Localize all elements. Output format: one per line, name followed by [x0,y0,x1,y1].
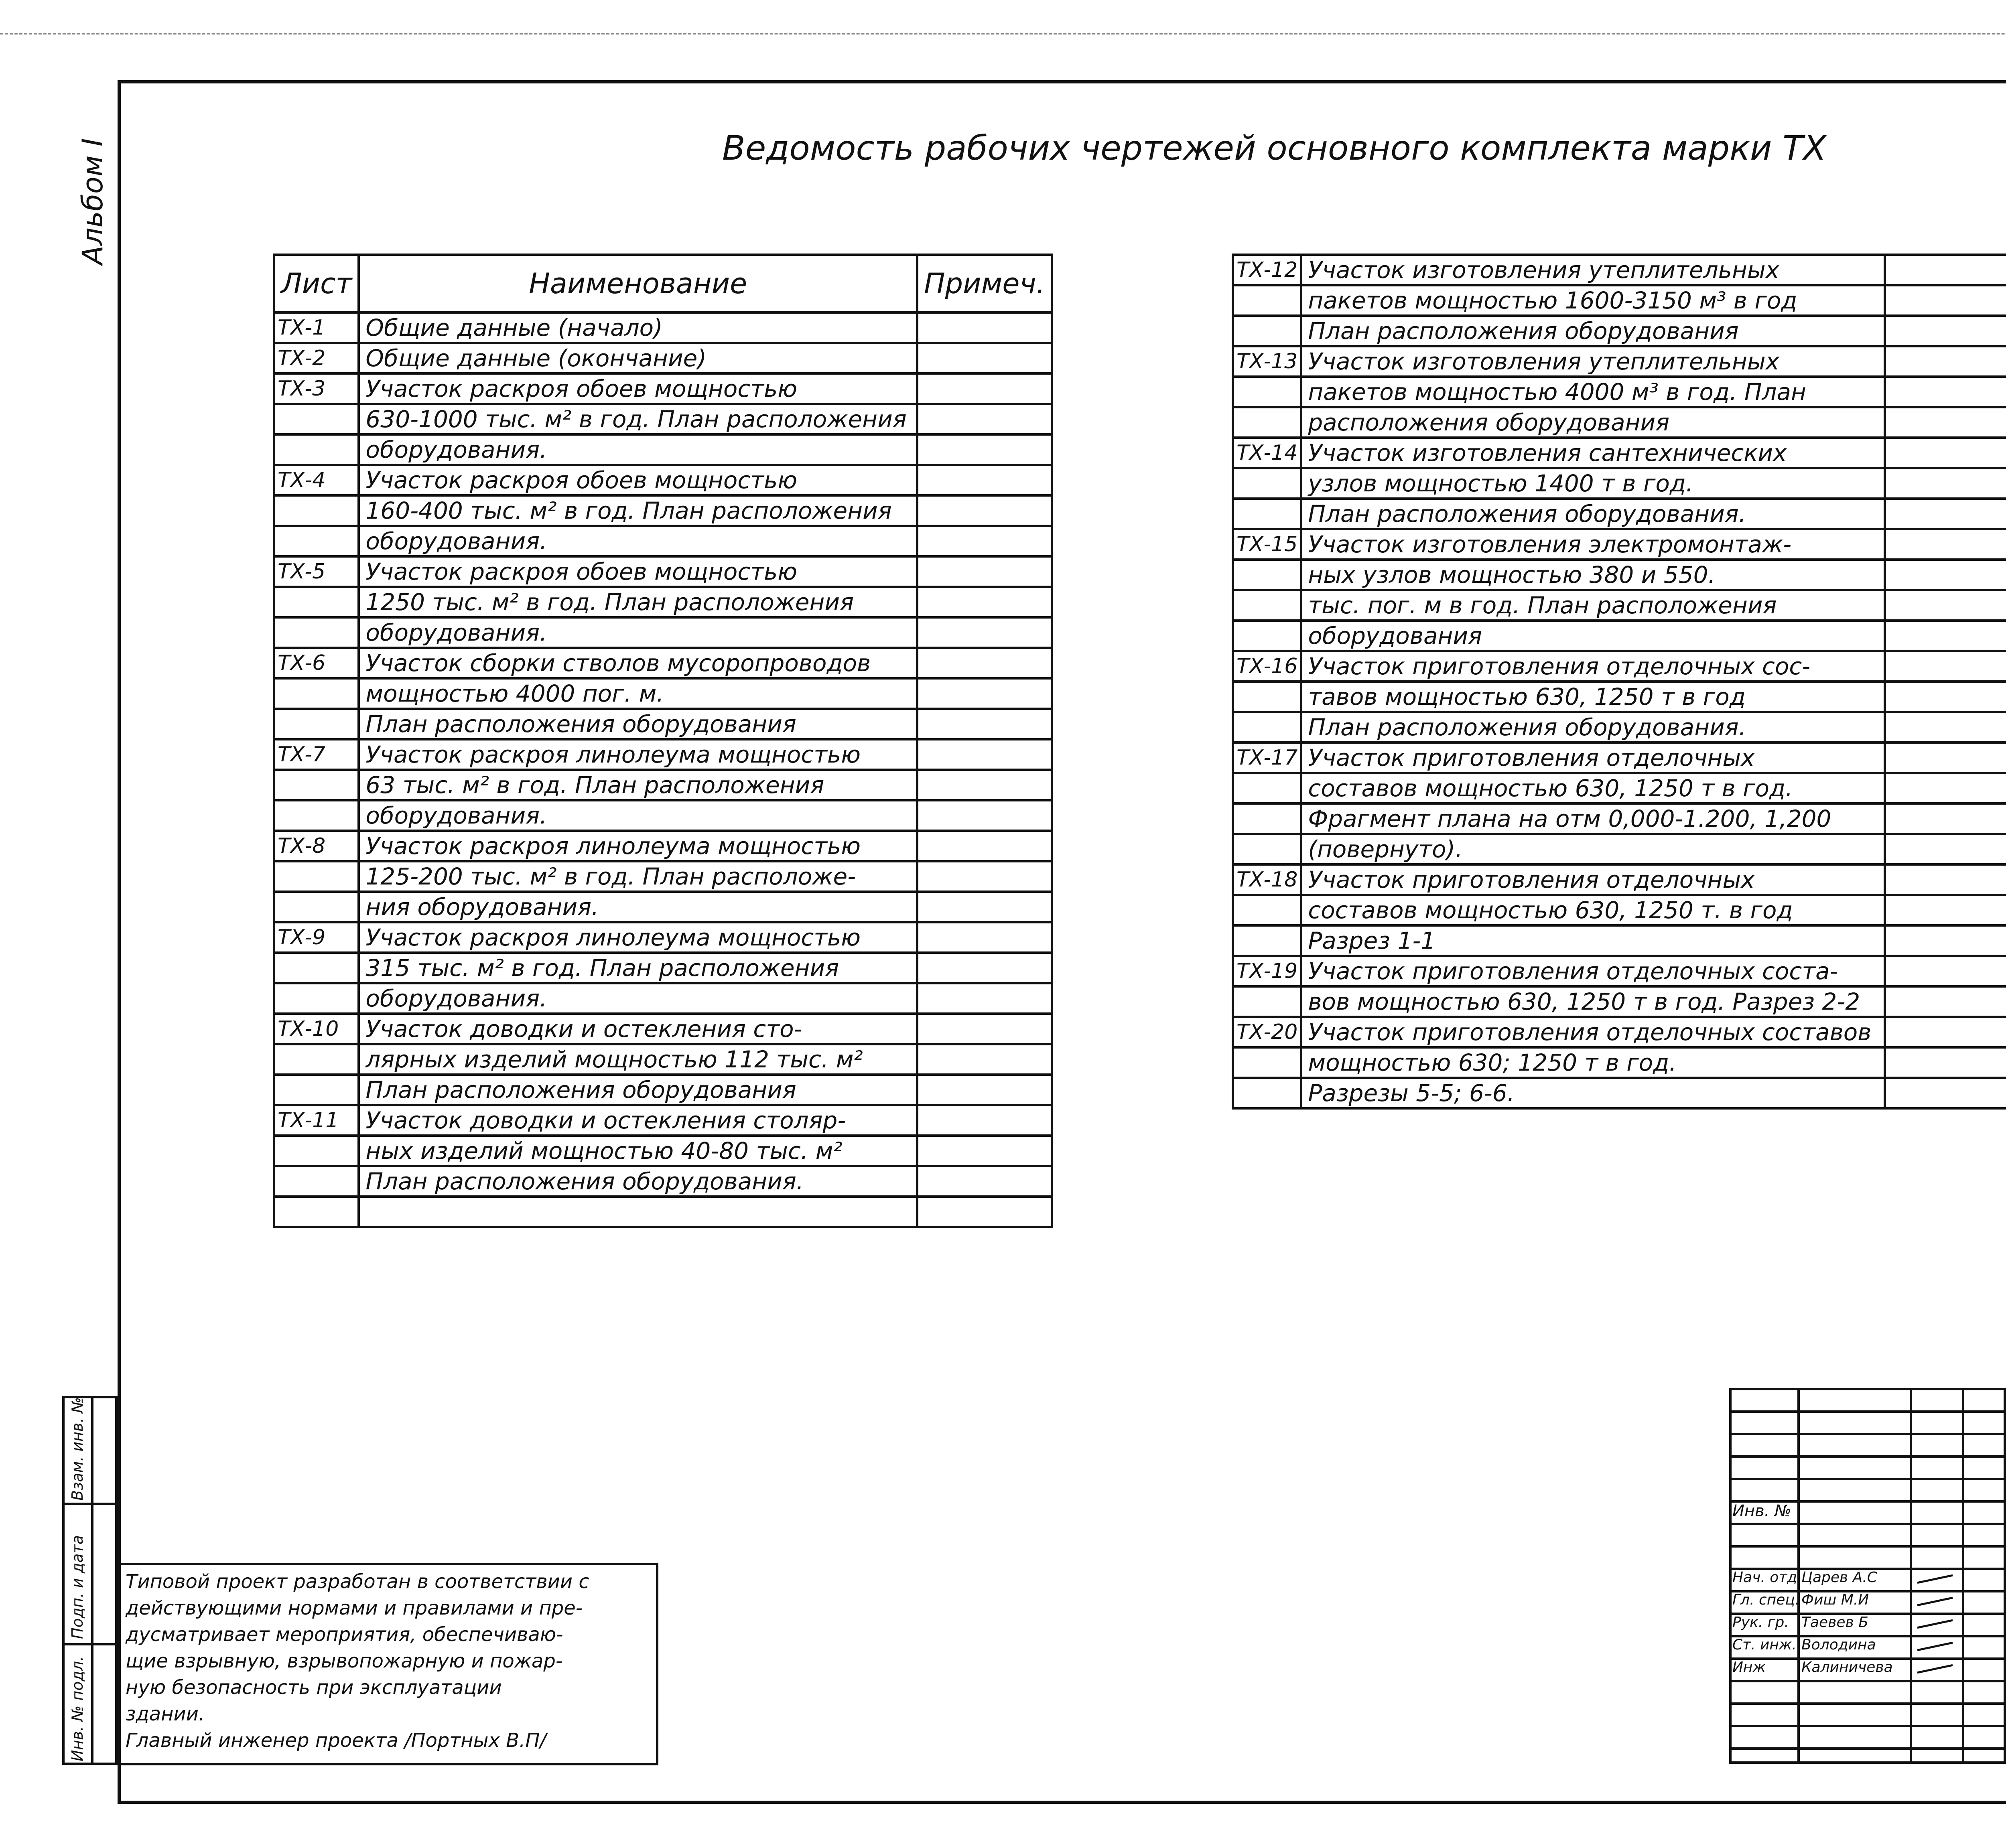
sheet-code [274,678,359,709]
sheet-code [1233,1047,1301,1078]
sheet-code [274,709,359,739]
sheet-code: ТХ-3 [274,373,359,404]
table-row [274,770,1052,800]
sheet-code: ТХ-18 [1233,864,1301,895]
stamp-person: Царев А.С [1801,1569,1877,1586]
table-row [274,953,1052,983]
table-row [274,556,1052,587]
stamp-divider [1729,1478,2006,1480]
stamp-divider [1729,1455,2006,1458]
sheet-code: ТХ-1 [274,312,359,343]
sheet-title: лярных изделий мощностью 112 тыс. м² [359,1044,917,1075]
table-row [274,1136,1052,1166]
stamp-divider [1729,1725,2006,1727]
sheet-title: Участок изготовления утеплительных [1301,255,1885,285]
sheet-name-box [2004,1628,2006,1764]
sheet-title: План расположения оборудования. [359,1166,917,1197]
sheet-title: Участок раскроя обоев мощностью [359,465,917,495]
table-row [274,465,1052,495]
sheet-code [1233,773,1301,803]
sheet-title: Участок раскроя обоев мощностью [359,373,917,404]
drawing-list-right [1232,254,2006,1110]
table-row [274,312,1052,343]
sheet-note [1885,407,2006,438]
sheet-note [1885,986,2006,1017]
stamp-divider [1729,1410,2006,1413]
sheet-note [1885,1017,2006,1047]
sheet-code [1233,316,1301,346]
note-line: здании. [126,1703,205,1725]
sheet-title: План расположения оборудования. [1301,499,1885,529]
sheet-code [274,1075,359,1105]
sheet-title: пакетов мощностью 1600-3150 м³ в год [1301,285,1885,316]
sheet-code: ТХ-9 [274,922,359,953]
general-note [118,1563,658,1765]
table-row [274,648,1052,678]
sheet-note [917,892,1052,922]
table-row [1233,956,2006,986]
sheet-title: оборудования. [359,526,917,556]
table-row [274,1197,1052,1227]
project-title-box [2004,1578,2006,1630]
table-row [274,739,1052,770]
table-row [274,892,1052,922]
sheet-note [1885,1078,2006,1108]
table-header-row [274,255,1052,312]
sheet-code [274,434,359,465]
sheet-title: Участок изготовления сантехнических [1301,438,1885,468]
sheet-title: оборудования. [359,617,917,648]
sheet-note [917,1197,1052,1227]
table-row [274,861,1052,892]
table-row [1233,925,2006,956]
sheet-code [274,861,359,892]
stamp-divider [65,1643,115,1645]
header-sheet: Лист [274,255,359,312]
table-row [274,1044,1052,1075]
sheet-note [1885,651,2006,682]
sheet-code: ТХ-19 [1233,956,1301,986]
sheet-code [1233,834,1301,864]
sheet-title: Участок приготовления отделочных [1301,864,1885,895]
sheet-title: мощностью 4000 пог. м. [359,678,917,709]
sheet-code: ТХ-4 [274,465,359,495]
sheet-note [1885,346,2006,377]
sheet-title: Фрагмент плана на отм 0,000-1.200, 1,200 [1301,803,1885,834]
sheet-note [1885,499,2006,529]
stamp-divider [1729,1523,2006,1525]
sheet-note [1885,285,2006,316]
sheet-title: План расположения оборудования [359,1075,917,1105]
table-row [1233,621,2006,651]
sheet-code [1233,712,1301,742]
sheet-title: узлов мощностью 1400 т в год. [1301,468,1885,499]
sheet-note [917,922,1052,953]
sheet-note [917,648,1052,678]
sheet-note [1885,773,2006,803]
table-row [1233,590,2006,621]
sheet-title [359,1197,917,1227]
sheet-note [917,404,1052,434]
sheet-title: Участок приготовления отделочных сос- [1301,651,1885,682]
table-row [1233,468,2006,499]
sheet-code: ТХ-5 [274,556,359,587]
sheet-note [1885,255,2006,285]
sheet-title: Участок раскроя линолеума мощностью [359,739,917,770]
sheet-code [274,953,359,983]
sheet-title: составов мощностью 630, 1250 т. в год [1301,895,1885,925]
table-row [1233,864,2006,895]
sheet-code [274,800,359,831]
sheet-title: 125-200 тыс. м² в год. План расположе- [359,861,917,892]
sheet-code [1233,682,1301,712]
table-row [1233,1047,2006,1078]
sheet-note [917,831,1052,861]
sheet-note [917,861,1052,892]
sheet-code [274,983,359,1014]
table-row [274,617,1052,648]
table-row [1233,986,2006,1017]
stamp-inv-podl: Инв. № подл. [69,1656,86,1761]
header-note: Примеч. [917,255,1052,312]
table-row [1233,499,2006,529]
sheet-code [274,1166,359,1197]
stamp-divider [65,1503,115,1505]
sheet-code: ТХ-12 [1233,255,1301,285]
sheet-code [274,526,359,556]
table-row [1233,1017,2006,1047]
sheet-note [917,1136,1052,1166]
sheet-code [274,404,359,434]
table-row [274,983,1052,1014]
privyazan-box [2004,1388,2006,1452]
sheet-title: Участок доводки и остекления столяр- [359,1105,917,1136]
sheet-code [274,1136,359,1166]
title-block [1729,1388,2006,1764]
sheet-code [1233,925,1301,956]
sheet-title: тавов мощностью 630, 1250 т в год [1301,682,1885,712]
sheet-note [1885,438,2006,468]
sheet-code [1233,590,1301,621]
table-row [274,404,1052,434]
table-row [274,434,1052,465]
sheet-title: Разрезы 5-5; 6-6. [1301,1078,1885,1108]
sheet-title: Участок приготовления отделочных составов [1301,1017,1885,1047]
sheet-code: ТХ-17 [1233,742,1301,773]
sheet-title: Участок раскроя обоев мощностью [359,556,917,587]
sheet-title: 1250 тыс. м² в год. План расположения [359,587,917,617]
table-row [1233,346,2006,377]
stamp-divider [1729,1545,2006,1548]
sheet-code [1233,803,1301,834]
sheet-note [917,373,1052,404]
sheet-note [917,587,1052,617]
sheet-code [1233,468,1301,499]
sheet-code: ТХ-11 [274,1105,359,1136]
table-row [1233,803,2006,834]
sheet-title: Разрез 1-1 [1301,925,1885,956]
sheet-title: (повернуто). [1301,834,1885,864]
sheet-code [274,617,359,648]
table-row [274,526,1052,556]
note-line: ную безопасность при эксплуатации [126,1676,502,1699]
sheet-title: Участок изготовления электромонтаж- [1301,529,1885,560]
sheet-code [274,1197,359,1227]
table-row [1233,529,2006,560]
sheet-title: ния оборудования. [359,892,917,922]
sheet-note [917,770,1052,800]
sheet-title: вов мощностью 630, 1250 т в год. Разрез 2-2 [1301,986,1885,1017]
sheet-note [1885,621,2006,651]
sheet-note [917,678,1052,709]
sheet-title: Участок раскроя линолеума мощностью [359,922,917,953]
scan-edge-line [0,33,2006,34]
sheet-code [1233,499,1301,529]
sheet-note [917,1014,1052,1044]
sheet-note [917,1044,1052,1075]
sheet-title: оборудования [1301,621,1885,651]
table-row [274,800,1052,831]
table-row [1233,438,2006,468]
sheet-note [1885,590,2006,621]
sheet-code: ТХ-16 [1233,651,1301,682]
sheet-code [274,770,359,800]
sheet-title: Участок сборки стволов мусоропроводов [359,648,917,678]
inv-no-label: Инв. № [1732,1502,1791,1520]
table-row [1233,712,2006,742]
vertical-approval-stamp [62,1396,118,1765]
sheet-title: мощностью 630; 1250 т в год. [1301,1047,1885,1078]
header-name: Наименование [359,255,917,312]
sheet-title: ных узлов мощностью 380 и 550. [1301,560,1885,590]
sheet-note [1885,864,2006,895]
album-label: Альбом I [76,138,109,265]
table-row [1233,255,2006,285]
sheet-code [274,892,359,922]
sheet-title: 160-400 тыс. м² в год. План расположения [359,495,917,526]
table-row [1233,285,2006,316]
sheet-note [1885,529,2006,560]
sheet-title: оборудования. [359,434,917,465]
table-row [1233,682,2006,712]
table-row [1233,407,2006,438]
sheet-note [917,709,1052,739]
stamp-divider [1910,1388,1912,1764]
stamp-divider [1962,1388,1964,1764]
table-row [274,831,1052,861]
table-row [274,709,1052,739]
sheet-title: оборудования. [359,800,917,831]
table-row [1233,560,2006,590]
sheet-code: ТХ-2 [274,343,359,373]
sheet-note [1885,560,2006,590]
sheet-code [1233,1078,1301,1108]
sheet-note [1885,316,2006,346]
sheet-code [1233,285,1301,316]
sheet-code: ТХ-7 [274,739,359,770]
sheet-note [917,1075,1052,1105]
sheet-note [917,434,1052,465]
sheet-code [1233,895,1301,925]
stamp-person: Таевев Б [1801,1614,1868,1631]
blank-box [2004,1450,2006,1514]
sheet-note [917,556,1052,587]
stamp-role: Ст. инж. [1732,1637,1797,1653]
sheet-code: ТХ-13 [1233,346,1301,377]
page-title: Ведомость рабочих чертежей основного комплекта марки ТХ [722,128,1826,168]
sheet-title: тыс. пог. м в год. План расположения [1301,590,1885,621]
stamp-divider [1729,1747,2006,1750]
table-row [1233,1078,2006,1108]
sheet-title: Участок доводки и остекления сто- [359,1014,917,1044]
drawing-list-left [273,254,1053,1228]
table-row [1233,651,2006,682]
sheet-note [1885,468,2006,499]
sheet-note [917,953,1052,983]
stamp-vzam-inv: Взам. инв. № [69,1397,86,1501]
sheet-note [917,983,1052,1014]
table-row [274,343,1052,373]
sheet-title: Участок изготовления утеплительных [1301,346,1885,377]
table-row [274,678,1052,709]
table-row [1233,773,2006,803]
sheet-title: ных изделий мощностью 40-80 тыс. м² [359,1136,917,1166]
sheet-note [1885,895,2006,925]
note-line: Типовой проект разработан в соответствии с [126,1570,589,1593]
stamp-person: Фиш М.И [1801,1592,1869,1608]
sheet-note [1885,803,2006,834]
sheet-code [274,1044,359,1075]
sheet-note [1885,834,2006,864]
stamp-role: Нач. отд. [1732,1569,1802,1586]
sheet-title: План расположения оборудования. [1301,712,1885,742]
table-row [1233,895,2006,925]
sheet-title: пакетов мощностью 4000 м³ в год. План [1301,377,1885,407]
table-row [274,1166,1052,1197]
sheet-title: Участок раскроя линолеума мощностью [359,831,917,861]
sheet-title: составов мощностью 630, 1250 т в год. [1301,773,1885,803]
sheet-code: ТХ-10 [274,1014,359,1044]
sheet-note [917,739,1052,770]
note-line: действующими нормами и правилами и пре- [126,1597,583,1619]
sheet-code: ТХ-15 [1233,529,1301,560]
sheet-note [917,465,1052,495]
stamp-role: Рук. гр. [1732,1614,1789,1631]
sheet-code [1233,377,1301,407]
table-row [1233,377,2006,407]
sheet-code [1233,621,1301,651]
sheet-note [1885,682,2006,712]
table-row [274,373,1052,404]
sheet-note [917,495,1052,526]
sheet-code: ТХ-6 [274,648,359,678]
sheet-code [274,495,359,526]
table-row [274,1075,1052,1105]
sheet-note [917,1105,1052,1136]
sheet-title: 63 тыс. м² в год. План расположения [359,770,917,800]
sheet-note [917,617,1052,648]
sheet-title: оборудования. [359,983,917,1014]
sheet-title: Общие данные (окончание) [359,343,917,373]
sheet-title: Участок приготовления отделочных [1301,742,1885,773]
sheet-title: План расположения оборудования [359,709,917,739]
stamp-person: Калиничева [1801,1659,1893,1676]
sheet-code: ТХ-14 [1233,438,1301,468]
sheet-note [917,526,1052,556]
sheet-title: Общие данные (начало) [359,312,917,343]
stamp-role: Инж [1732,1659,1766,1676]
table-row [1233,834,2006,864]
stamp-divider [1729,1702,2006,1705]
sheet-title: План расположения оборудования [1301,316,1885,346]
sheet-note [1885,925,2006,956]
table-row [1233,742,2006,773]
sheet-note [1885,1047,2006,1078]
sheet-code [274,587,359,617]
table-row [1233,316,2006,346]
sheet-code [1233,560,1301,590]
sheet-title: 315 тыс. м² в год. План расположения [359,953,917,983]
sheet-note [1885,712,2006,742]
table-row [274,922,1052,953]
stamp-divider [91,1398,93,1763]
sheet-note [917,312,1052,343]
table-row [274,1014,1052,1044]
note-line: щие взрывную, взрывопожарную и пожар- [126,1650,563,1672]
table-row [274,587,1052,617]
table-row [274,495,1052,526]
sheet-title: расположения оборудования [1301,407,1885,438]
sheet-note [917,1166,1052,1197]
sheet-code: ТХ-20 [1233,1017,1301,1047]
sheet-note [1885,742,2006,773]
sheet-code [1233,986,1301,1017]
sheet-code: ТХ-8 [274,831,359,861]
sheet-note [917,343,1052,373]
stamp-divider [1729,1680,2006,1682]
note-line: дусматривает мероприятия, обеспечиваю- [126,1623,563,1646]
sheet-note [1885,377,2006,407]
table-row [274,1105,1052,1136]
stamp-divider [1729,1433,2006,1435]
stamp-podp-data: Подп. и дата [69,1535,86,1639]
sheet-code [1233,407,1301,438]
stamp-person: Володина [1801,1637,1876,1653]
sheet-note [1885,956,2006,986]
sheet-title: Участок приготовления отделочных соста- [1301,956,1885,986]
note-line: Главный инженер проекта /Портных В.П/ [126,1729,546,1752]
sheet-note [917,800,1052,831]
stamp-role: Гл. спец. [1732,1592,1800,1608]
sheet-title: 630-1000 тыс. м² в год. План расположения [359,404,917,434]
